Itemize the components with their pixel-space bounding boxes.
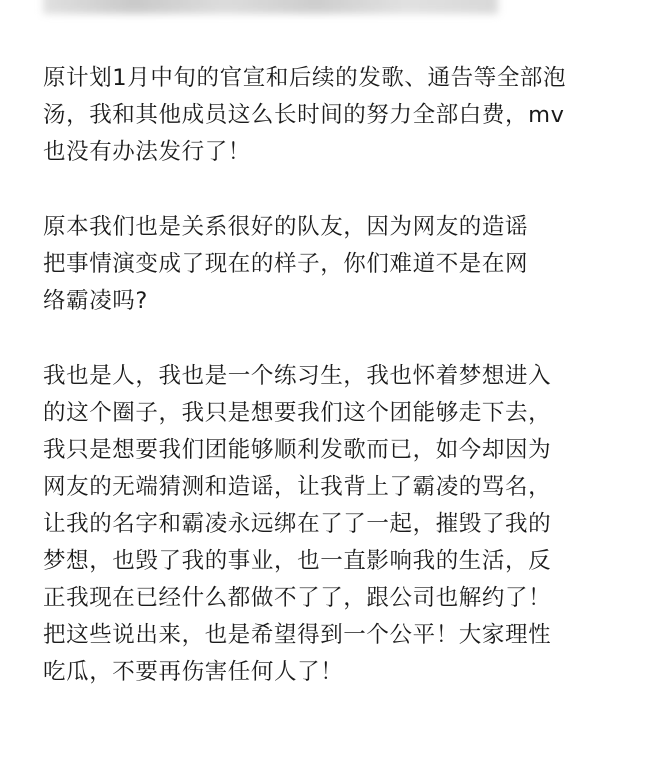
paragraph-2: [43, 209, 623, 320]
text-line: 梦想，也毁了我的事业，也一直影响我的生活，反: [43, 548, 552, 574]
text-line: 原本我们也是关系很好的队友，因为网友的造谣: [43, 214, 529, 240]
text-line: 也没有办法发行了！: [43, 139, 251, 165]
text-line: 原计划1月中旬的官宣和后续的发歌、通告等全部泡: [43, 65, 567, 91]
text-line: 把这些说出来，也是希望得到一个公平！大家理性: [43, 622, 552, 648]
blurred-text-line: [43, 0, 498, 14]
text-line: 的这个圈子，我只是想要我们这个团能够走下去，: [43, 400, 552, 426]
statement-text: [43, 60, 623, 729]
text-line: 我也是人，我也是一个练习生，我也怀着梦想进入: [43, 363, 552, 389]
text-line: 网友的无端猜测和造谣，让我背上了霸凌的骂名，: [43, 474, 552, 500]
text-line: 络霸凌吗?: [43, 288, 148, 314]
text-line: 汤，我和其他成员这么长时间的努力全部白费，mv: [43, 102, 565, 128]
text-line: 让我的名字和霸凌永远绑在了了一起，摧毁了我的: [43, 511, 552, 537]
paragraph-3: [43, 358, 623, 691]
text-line: 正我现在已经什么都做不了了，跟公司也解约了！: [43, 585, 552, 611]
text-line: 我只是想要我们团能够顺利发歌而已，如今却因为: [43, 437, 552, 463]
paragraph-1: [43, 60, 623, 171]
text-line: 吃瓜，不要再伤害任何人了！: [43, 659, 344, 685]
text-line: 把事情演变成了现在的样子，你们难道不是在网: [43, 251, 529, 277]
